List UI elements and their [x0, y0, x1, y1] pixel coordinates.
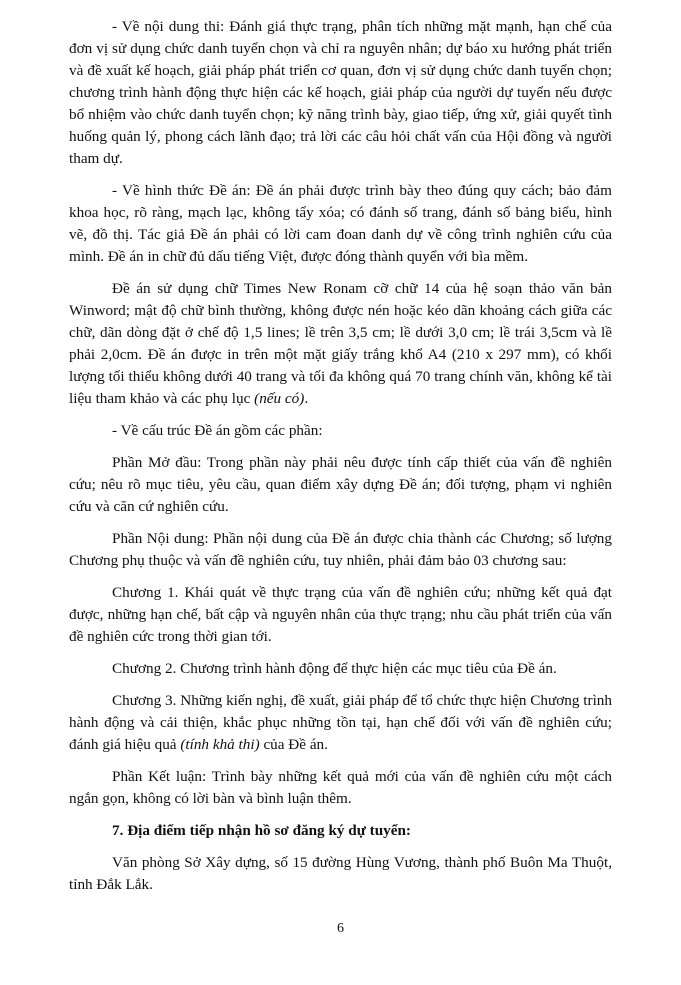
paragraph [69, 582, 612, 648]
text-run: - Về cấu trúc Đề án gồm các phần: [112, 422, 323, 439]
section-heading: 7. Địa điểm tiếp nhận hồ sơ đăng ký dự tuyển: [112, 822, 411, 839]
text-run: - Về hình thức Đề án: Đề án phải được trình bày theo đúng quy cách; bảo đảm khoa học, rõ ràng, mạch lạc, không tẩy xóa; có đánh số trang, đánh số bảng biểu, hình vẽ, đồ thị. Tác giả Đề án phải có lời cam đoan danh dự về công trình nghiên cứu của mình. Đề án in chữ đủ dấu tiếng Việt, được đóng thành quyển với bìa mềm. [69, 182, 612, 265]
text-run: Chương 1. Khái quát về thực trạng của vấn đề nghiên cứu; những kết quả đạt được, những hạn chế, bất cập và nguyên nhân của thực trạng; nhu cầu phát triển của vấn đề nghiên cức trong thời gian tới. [69, 584, 612, 645]
paragraph [69, 16, 612, 170]
text-run: Phần Nội dung: Phần nội dung của Đề án được chia thành các Chương; số lượng Chương phụ thuộc và vấn đề nghiên cứu, tuy nhiên, phải đảm bảo 03 chương sau: [69, 530, 612, 569]
paragraph [69, 658, 612, 680]
paragraph [69, 528, 612, 572]
text-run: Phần Kết luận: Trình bày những kết quả mới của vấn đề nghiên cứu một cách ngắn gọn, không có lời bàn và bình luận thêm. [69, 768, 612, 807]
text-run: Chương 2. Chương trình hành động để thực hiện các mục tiêu của Đề án. [112, 660, 557, 677]
page-number: 6 [337, 921, 344, 936]
italic-text: (tính khả thi) [180, 736, 260, 753]
paragraph [69, 766, 612, 810]
text-run: Phần Mở đầu: Trong phần này phải nêu được tính cấp thiết của vấn đề nghiên cứu; nêu rõ mục tiêu, yêu cầu, quan điểm xây dựng Đề án; đối tượng, phạm vi nghiên cứu và căn cứ nghiên cứu. [69, 454, 612, 515]
text-run: Đề án sử dụng chữ Times New Ronam cỡ chữ 14 của hệ soạn thảo văn bản Winword; mật độ chữ bình thường, không được nén hoặc kéo dãn khoảng cách giữa các chữ, dãn dòng đặt ở chế độ 1,5 lines; lề trên 3,5 cm; lề dưới 3,0 cm; lề trái 3,5cm và lề phải 2,0cm. Đề án được in trên một mặt giấy trắng khổ A4 (210 x 297 mm), có khối lượng tối thiểu không dưới 40 trang và tối đa không quá 70 trang chính văn, không kể tài liệu tham khảo và các phụ lục [69, 280, 612, 407]
text-run: . [304, 390, 309, 407]
address-paragraph: Văn phòng Sở Xây dựng, số 15 đường Hùng Vương, thành phố Buôn Ma Thuột, tỉnh Đắk Lắk. [69, 854, 612, 893]
text-run: của Đề án. [259, 736, 328, 753]
paragraph [69, 690, 612, 756]
paragraph [69, 278, 612, 410]
paragraph [69, 180, 612, 268]
text-run: - Về nội dung thi: Đánh giá thực trạng, phân tích những mặt mạnh, hạn chế của đơn vị sử dụng chức danh tuyển chọn và chỉ ra nguyên nhân; dự báo xu hướng phát triển và đề xuất kế hoạch, giải pháp phát triển cơ quan, đơn vị sử dụng chức danh tuyển chọn; chương trình hành động thực hiện các kế hoạch, giải pháp của người dự tuyển nếu được bổ nhiệm vào chức danh tuyển chọn; kỹ năng trình bày, giao tiếp, ứng xử, giải quyết tình huống quản lý, phong cách lãnh đạo; trả lời các câu hỏi chất vấn của Hội đồng và người tham dự. [69, 18, 612, 167]
text-run: Chương 3. Những kiến nghị, đề xuất, giải pháp để tổ chức thực hiện Chương trình hành động và cải thiện, khắc phục những tồn tại, hạn chế đối với vấn đề nghiên cứu; đánh giá hiệu quả [69, 692, 612, 753]
body-text [69, 16, 612, 810]
italic-text: (nếu có) [254, 390, 305, 407]
paragraph [69, 452, 612, 518]
paragraph [69, 420, 612, 442]
